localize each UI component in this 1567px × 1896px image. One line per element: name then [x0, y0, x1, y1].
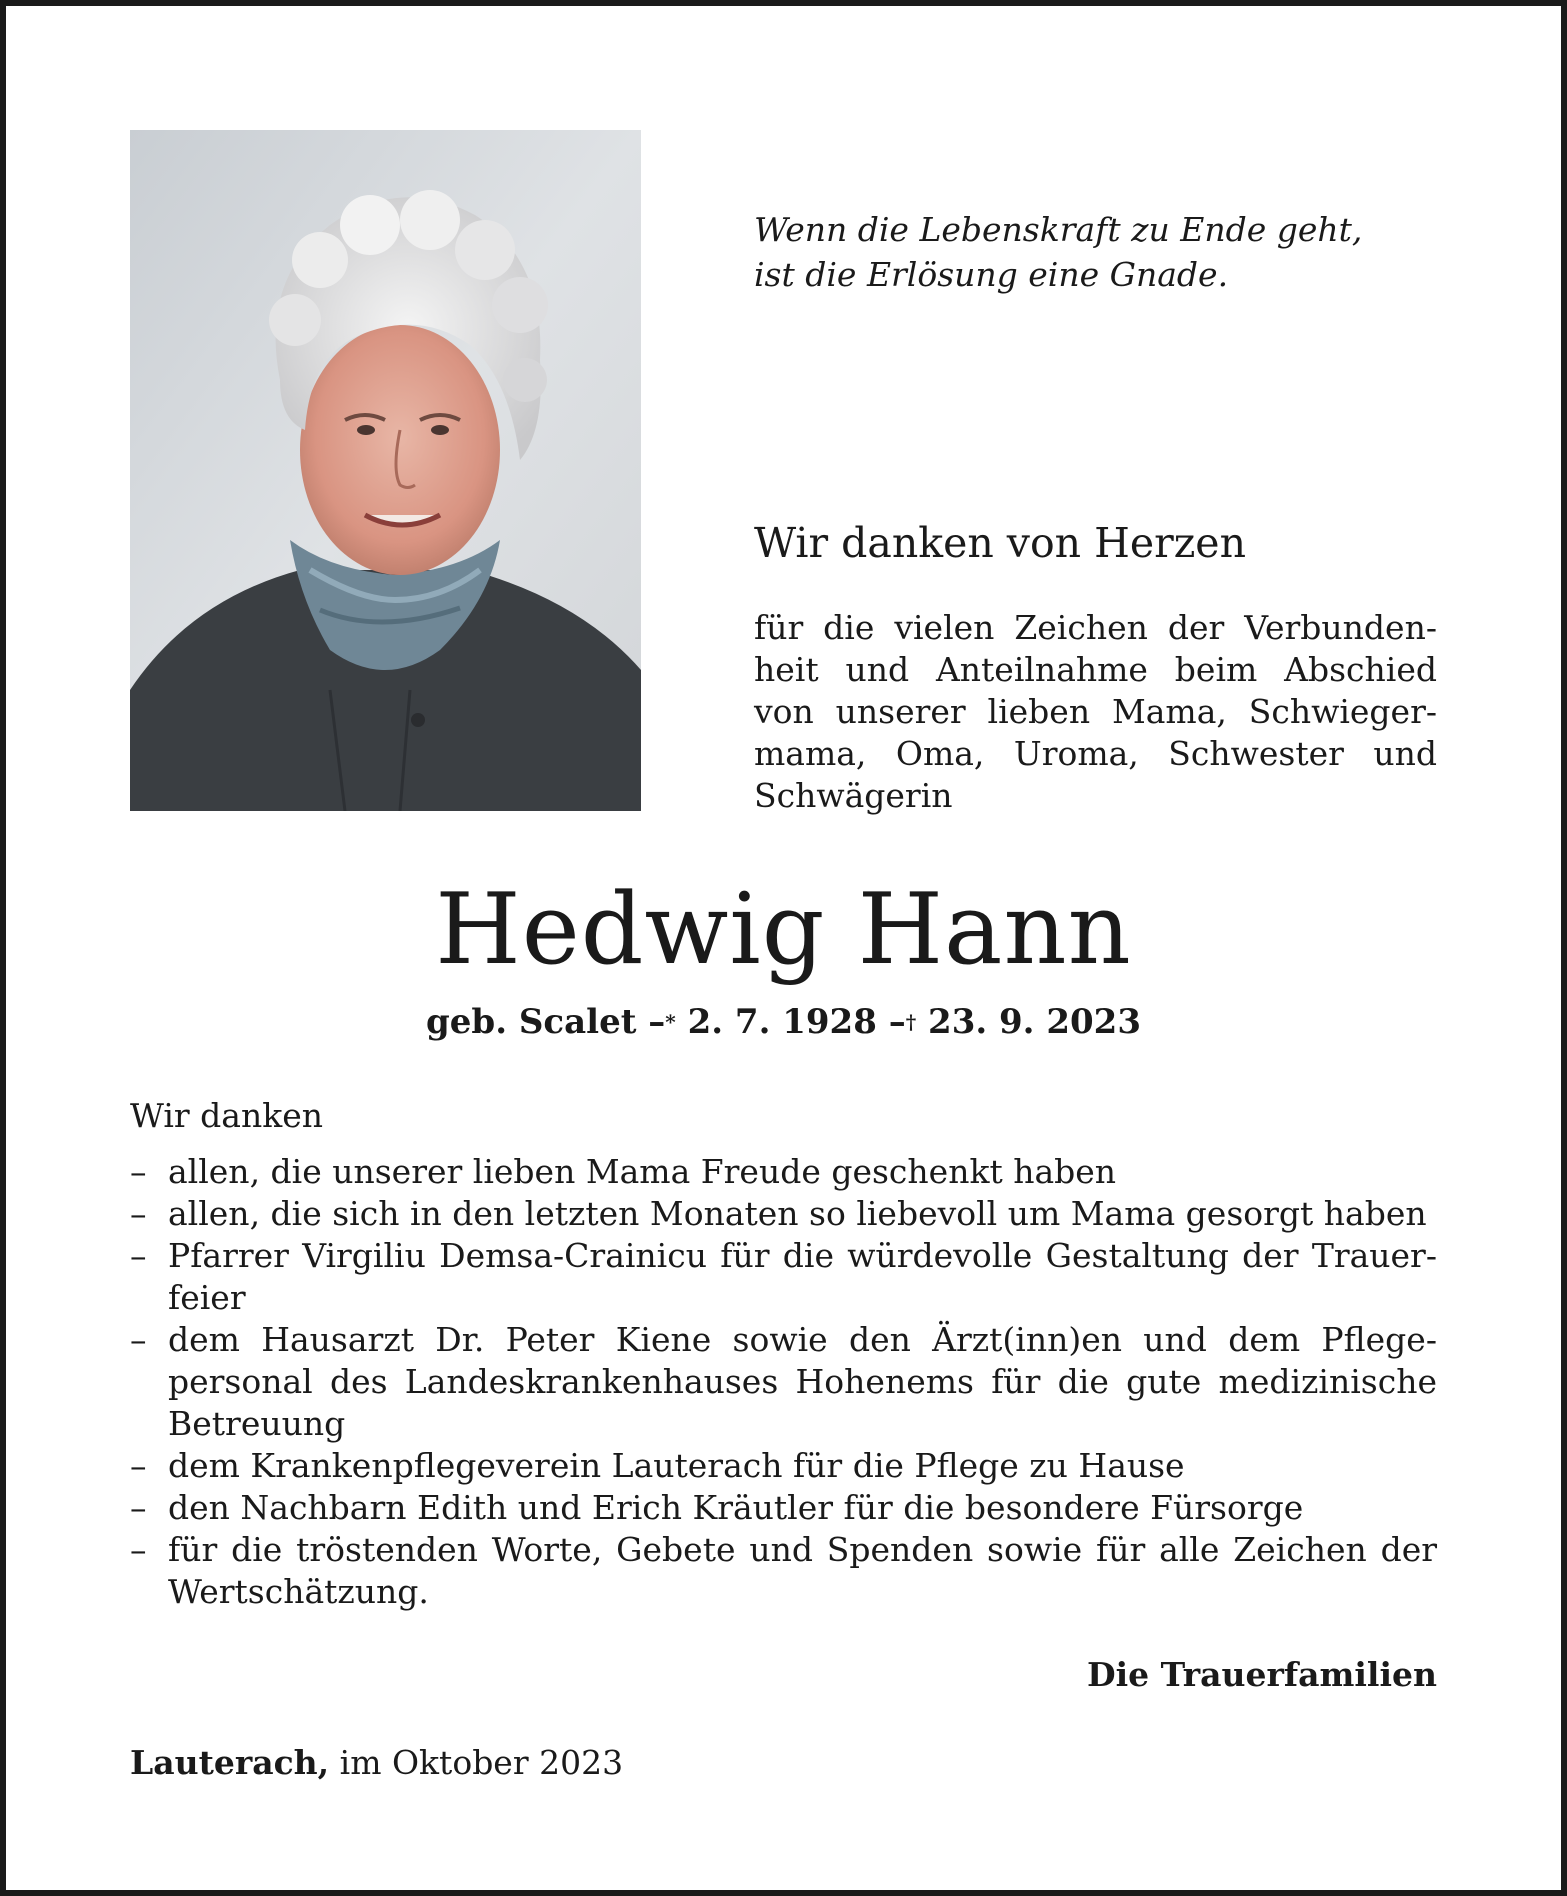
birth-name: geb. Scalet: [426, 1002, 637, 1042]
deceased-name: Hedwig Hann: [435, 873, 1132, 987]
list-item: [130, 1235, 1437, 1319]
list-item-text: Pfarrer Virgiliu Demsa-Crainicu für die würdevolle Gestaltung der Trauerfeier: [168, 1236, 1437, 1317]
list-item-text: für die tröstenden Worte, Gebete und Spenden sowie für alle Zeichen der Wertschätzung.: [168, 1530, 1437, 1611]
birth-date: 2. 7. 1928: [687, 1002, 877, 1042]
separator: –: [648, 1002, 666, 1042]
list-item: [130, 1445, 1437, 1487]
died-symbol: †: [905, 1010, 917, 1034]
list-dash: –: [130, 1530, 147, 1569]
separator: –: [888, 1002, 906, 1042]
place-date: [130, 1742, 623, 1784]
list-intro: Wir danken: [130, 1096, 323, 1135]
list-dash: –: [130, 1194, 147, 1233]
motto-line-1: Wenn die Lebenskraft zu Ende geht,: [754, 210, 1363, 249]
list-item-text: dem Hausarzt Dr. Peter Kiene sowie den Ärzt(inn)en und dem Pflegepersonal des Landeskrankenhauses Hohenems für die gute medizinische Betreuung: [168, 1320, 1437, 1443]
motto-line-2: ist die Erlösung eine Gnade.: [754, 255, 1229, 294]
list-dash: –: [130, 1236, 147, 1275]
place: Lauterach,: [130, 1743, 330, 1782]
date-text: im Oktober 2023: [339, 1743, 624, 1782]
thanks-heading: Wir danken von Herzen: [754, 519, 1246, 567]
signature: Die Trauerfamilien: [1086, 1655, 1437, 1694]
portrait-photo: [130, 130, 641, 811]
list-dash: –: [130, 1320, 147, 1359]
list-item-text: allen, die sich in den letzten Monaten so liebevoll um Mama gesorgt haben: [168, 1194, 1427, 1233]
motto-quote: [754, 207, 1454, 297]
list-dash: –: [130, 1152, 147, 1191]
list-item: [130, 1529, 1437, 1613]
thanks-paragraph: für die vielen Zeichen der Verbundenheit und Anteilnahme beim Abschied von unserer lieben Mama, Schwiegermama, Oma, Uroma, Schwester und Schwägerin: [754, 608, 1437, 815]
list-item: [130, 1193, 1437, 1235]
list-item: [130, 1319, 1437, 1445]
born-symbol: *: [665, 1010, 676, 1034]
list-item-text: dem Krankenpflegeverein Lauterach für die Pflege zu Hause: [168, 1446, 1185, 1485]
list-item: [130, 1487, 1437, 1529]
list-dash: –: [130, 1488, 147, 1527]
list-item-text: allen, die unserer lieben Mama Freude geschenkt haben: [168, 1152, 1117, 1191]
death-date: 23. 9. 2023: [928, 1002, 1141, 1042]
list-item: [130, 1151, 1437, 1193]
list-dash: –: [130, 1446, 147, 1485]
list-item-text: den Nachbarn Edith und Erich Kräutler für die besondere Fürsorge: [168, 1488, 1304, 1527]
thanks-list: [130, 1151, 1437, 1613]
life-dates: [0, 1000, 1567, 1048]
